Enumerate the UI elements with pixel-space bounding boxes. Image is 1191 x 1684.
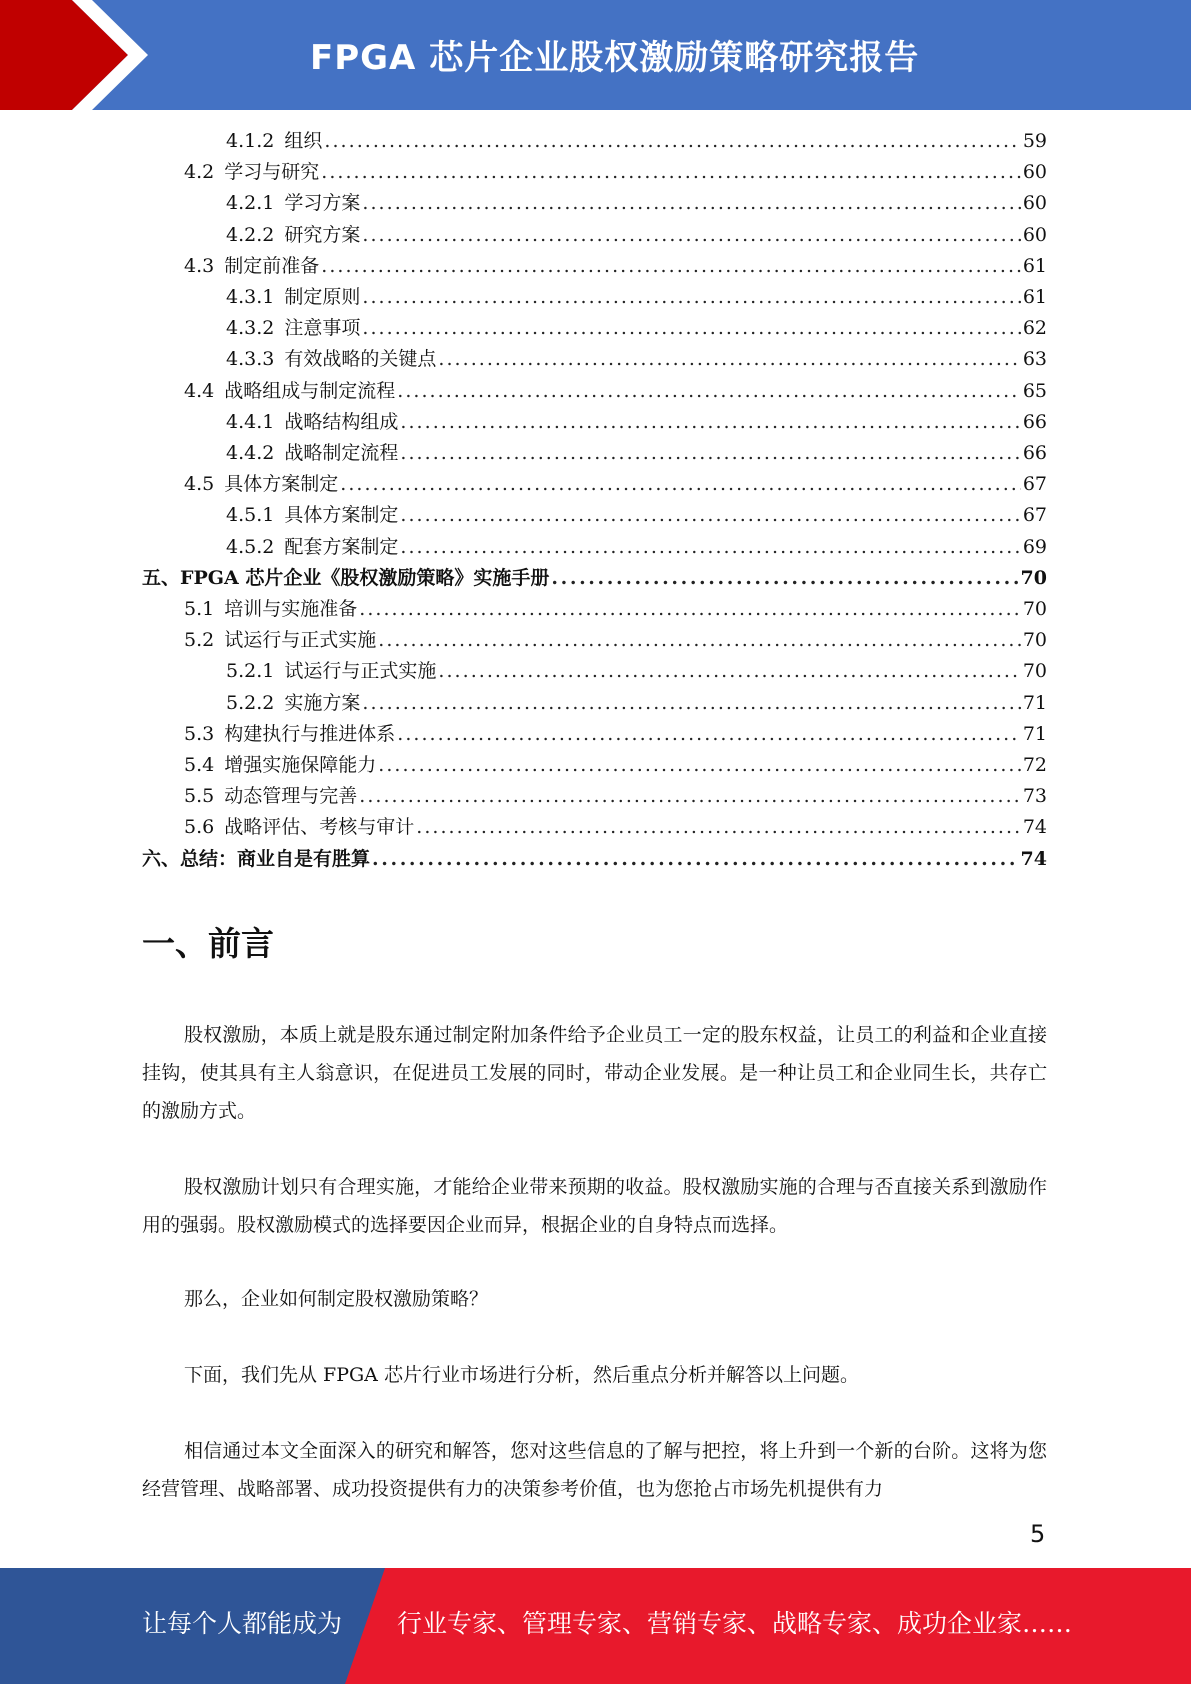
footer-slogan-right: 行业专家、管理专家、营销专家、战略专家、成功企业家……: [397, 1609, 1073, 1638]
document-title: FPGA 芯片企业股权激励策略研究报告: [310, 38, 920, 78]
toc-leader-dots: [400, 500, 1020, 531]
toc-entry-number: 4.2.1: [226, 192, 275, 215]
toc-entry-page: 70: [1022, 629, 1047, 652]
toc-entry[interactable]: [184, 469, 1047, 500]
toc-leader-dots: [400, 438, 1020, 469]
paragraph-2: 股权激励计划只有合理实施，才能给企业带来预期的收益。股权激励实施的合理与否直接关系到激励作用的强弱。股权激励模式的选择要因企业而异，根据企业的自身特点而选择。: [142, 1176, 1047, 1236]
toc-leader-dots: [362, 688, 1020, 719]
toc-entry[interactable]: [142, 563, 1047, 594]
toc-entry-number: 4.2.2: [226, 223, 275, 246]
toc-entry-page: 71: [1022, 722, 1047, 745]
toc-entry-title: 有效战略的关键点: [284, 348, 437, 371]
toc-entry[interactable]: [184, 594, 1047, 625]
toc-entry[interactable]: [226, 500, 1047, 531]
page-footer: [0, 1568, 1191, 1684]
toc-entry[interactable]: [184, 719, 1047, 750]
toc-leader-dots: [362, 220, 1020, 251]
toc-entry-page: 70: [1020, 566, 1047, 589]
toc-leader-dots: [359, 594, 1021, 625]
page-header: [0, 0, 1191, 110]
toc-entry-title: 实施方案: [284, 691, 361, 714]
toc-entry-number: 4.5.2: [226, 535, 275, 558]
toc-entry-number: 4.3.2: [226, 317, 275, 340]
toc-entry[interactable]: [226, 532, 1047, 563]
toc-leader-dots: [438, 656, 1020, 687]
toc-entry-number: 5.2: [184, 629, 215, 652]
toc-entry-page: 60: [1022, 192, 1047, 215]
toc-entry-number: 4.5.1: [226, 504, 275, 527]
toc-entry-number: 4.1.2: [226, 130, 275, 152]
toc-leader-dots: [340, 469, 1021, 500]
toc-entry-number: 5.4: [184, 754, 215, 776]
toc-entry[interactable]: [142, 844, 1047, 875]
toc-entry-title: 战略结构组成: [284, 410, 399, 433]
toc-entry[interactable]: [226, 282, 1047, 313]
toc-entry[interactable]: [184, 625, 1047, 656]
toc-entry-page: 69: [1022, 535, 1047, 558]
toc-entry-page: 70: [1022, 660, 1047, 683]
toc-entry[interactable]: [184, 251, 1047, 282]
toc-leader-dots: [378, 750, 1021, 781]
toc-entry-title: 五、FPGA 芯片企业《股权激励策略》实施手册: [142, 566, 550, 589]
toc-entry-number: 5.5: [184, 785, 215, 808]
toc-entry-page: 65: [1022, 379, 1047, 402]
toc-leader-dots: [321, 157, 1021, 188]
toc-entry-title: 注意事项: [284, 317, 361, 340]
toc-leader-dots: [416, 812, 1021, 843]
paragraph-3: 那么，企业如何制定股权激励策略？: [184, 1288, 489, 1310]
toc-entry-title: 配套方案制定: [284, 535, 399, 558]
toc-entry-page: 62: [1022, 317, 1047, 340]
toc-leader-dots: [362, 313, 1020, 344]
toc-entry-page: 66: [1022, 442, 1047, 464]
footer-slogan-left: 让每个人都能成为: [142, 1609, 343, 1638]
toc-entry-page: 67: [1022, 473, 1047, 496]
toc-leader-dots: [397, 719, 1021, 750]
toc-entry-title: 战略制定流程: [284, 442, 399, 464]
toc-entry-title: 战略组成与制定流程: [224, 379, 396, 402]
toc-entry[interactable]: [226, 344, 1047, 375]
toc-entry-page: 61: [1022, 286, 1047, 308]
toc-entry[interactable]: [184, 781, 1047, 812]
toc-entry-title: 六、总结：商业自是有胜算: [142, 847, 371, 870]
toc-entry-title: 增强实施保障能力: [224, 754, 377, 776]
toc-entry-page: 66: [1022, 410, 1047, 433]
toc-leader-dots: [372, 844, 1019, 875]
toc-entry-title: 试运行与正式实施: [284, 660, 437, 683]
toc-entry-page: 60: [1022, 161, 1047, 184]
toc-entry-page: 59: [1022, 130, 1047, 152]
toc-entry-number: 5.3: [184, 722, 215, 745]
toc-entry-page: 74: [1020, 847, 1047, 870]
toc-leader-dots: [324, 126, 1020, 157]
toc-entry[interactable]: [184, 750, 1047, 781]
section-heading: 一、前言: [142, 924, 274, 963]
toc-entry[interactable]: [184, 157, 1047, 188]
toc-entry-number: 5.1: [184, 598, 215, 620]
toc-entry[interactable]: [226, 656, 1047, 687]
toc-entry-number: 4.3: [184, 254, 215, 277]
toc-entry-number: 4.3.3: [226, 348, 275, 371]
toc-leader-dots: [359, 781, 1021, 812]
toc-entry-number: 4.4: [184, 379, 215, 402]
toc-entry-title: 具体方案制定: [224, 473, 339, 496]
toc-entry-title: 制定前准备: [224, 254, 320, 277]
page-number: 5: [1030, 1520, 1046, 1548]
toc-leader-dots: [362, 188, 1020, 219]
paragraph-5: 相信通过本文全面深入的研究和解答，您对这些信息的了解与把控，将上升到一个新的台阶。这将为您经营管理、战略部署、成功投资提供有力的决策参考价值，也为您抢占市场先机提供有力: [142, 1440, 1047, 1500]
toc-entry[interactable]: [226, 438, 1047, 469]
toc-leader-dots: [400, 532, 1020, 563]
toc-entry-number: 4.3.1: [226, 286, 275, 308]
toc-entry-title: 具体方案制定: [284, 504, 399, 527]
toc-entry[interactable]: [226, 126, 1047, 157]
toc-entry-page: 61: [1022, 254, 1047, 277]
toc-entry[interactable]: [226, 313, 1047, 344]
toc-entry-page: 70: [1022, 598, 1047, 620]
toc-entry-title: 动态管理与完善: [224, 785, 358, 808]
toc-entry-number: 5.6: [184, 816, 215, 839]
toc-entry-title: 研究方案: [284, 223, 361, 246]
toc-entry[interactable]: [226, 220, 1047, 251]
toc-entry-title: 学习与研究: [224, 161, 320, 184]
toc-entry-title: 组织: [284, 130, 323, 152]
toc-entry-title: 构建执行与推进体系: [224, 722, 396, 745]
toc-leader-dots: [362, 282, 1020, 313]
toc-entry[interactable]: [184, 812, 1047, 843]
toc-entry-page: 67: [1022, 504, 1047, 527]
toc-entry-page: 63: [1022, 348, 1047, 371]
toc-entry[interactable]: [226, 188, 1047, 219]
toc-entry[interactable]: [226, 688, 1047, 719]
toc-entry-number: 5.2.1: [226, 660, 275, 683]
paragraph-1: 股权激励，本质上就是股东通过制定附加条件给予企业员工一定的股东权益，让员工的利益和企业直接挂钩，使其具有主人翁意识，在促进员工发展的同时，带动企业发展。是一种让员工和企业同生长，共存亡的激励方式。: [142, 1024, 1047, 1122]
toc-leader-dots: [400, 407, 1020, 438]
header-arrow-decoration: [0, 0, 160, 110]
toc-entry-page: 73: [1022, 785, 1047, 808]
toc-entry[interactable]: [184, 376, 1047, 407]
toc-leader-dots: [551, 563, 1018, 594]
toc-entry-number: 4.4.1: [226, 410, 275, 433]
toc-entry-title: 培训与实施准备: [224, 598, 358, 620]
toc-entry-title: 学习方案: [284, 192, 361, 215]
toc-leader-dots: [378, 625, 1021, 656]
toc-leader-dots: [397, 376, 1021, 407]
toc-entry-number: 4.2: [184, 161, 215, 184]
paragraph-4: 下面，我们先从 FPGA 芯片行业市场进行分析，然后重点分析并解答以上问题。: [184, 1364, 859, 1386]
toc-leader-dots: [321, 251, 1021, 282]
toc-entry-number: 5.2.2: [226, 691, 275, 714]
toc-entry-page: 72: [1022, 754, 1047, 776]
toc-entry[interactable]: [226, 407, 1047, 438]
toc-entry-page: 74: [1022, 816, 1047, 839]
toc-entry-title: 制定原则: [284, 286, 361, 308]
toc-entry-title: 试运行与正式实施: [224, 629, 377, 652]
toc-entry-page: 60: [1022, 223, 1047, 246]
toc-leader-dots: [438, 344, 1020, 375]
toc-entry-number: 4.5: [184, 473, 215, 496]
toc-entry-number: 4.4.2: [226, 442, 275, 464]
toc-entry-page: 71: [1022, 691, 1047, 714]
toc-entry-title: 战略评估、考核与审计: [224, 816, 415, 839]
